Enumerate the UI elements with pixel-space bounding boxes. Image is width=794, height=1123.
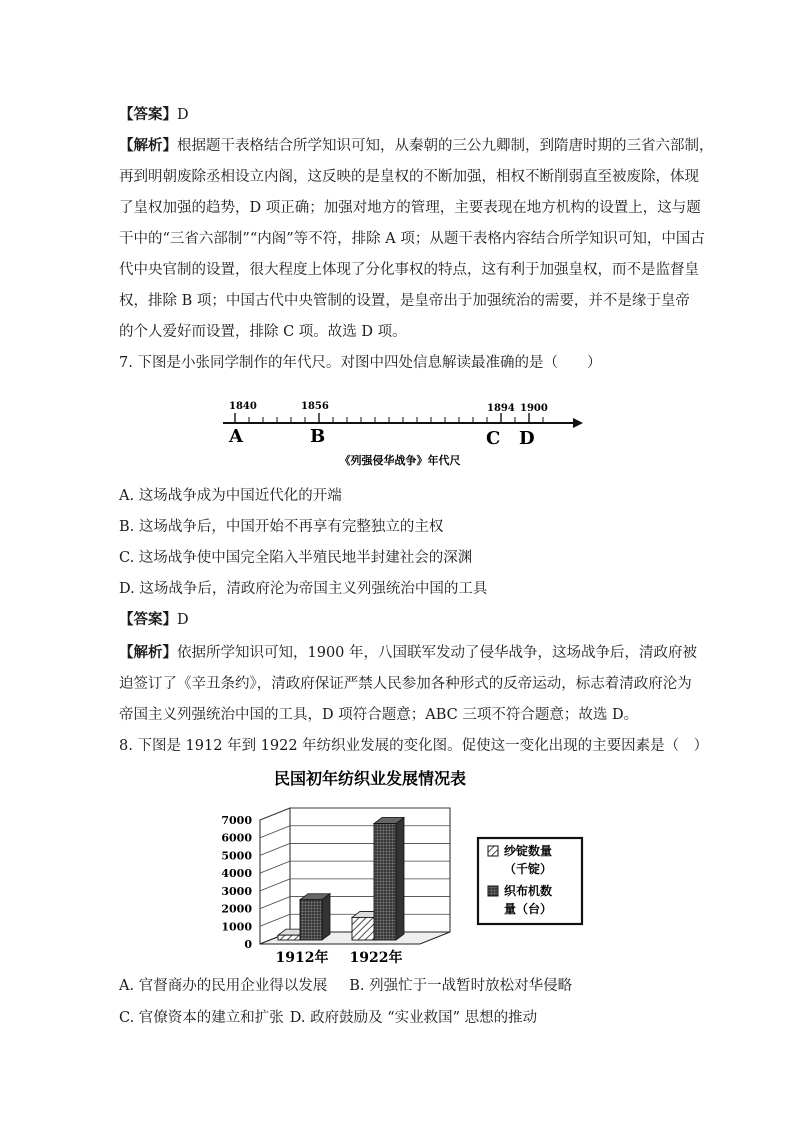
q7-analysis-tag: 【解析】: [119, 644, 177, 661]
chart-bar-front: [300, 900, 322, 940]
chart-bar-front: [352, 917, 374, 940]
timeline-ticks: [235, 413, 543, 423]
chart-ytick-label: 6000: [221, 831, 252, 845]
chart-legend-label: 织布机数: [504, 884, 553, 898]
q8-option-b: B. 列强忙于一战暂时放松对华侵略: [349, 978, 573, 994]
chart-xtick-label: 1912年: [275, 950, 329, 966]
q6-analysis-line: 再到明朝废除丞相设立内阁，这反映的是皇权的不断加强，相权不断削弱直至被废除，体现: [119, 169, 699, 185]
q7-analysis-line: 迫签订了《辛丑条约》，清政府保证严禁人民参加各种形式的反帝运动，标志着清政府沦为: [119, 676, 692, 692]
chart-ytick-label: 1000: [221, 920, 252, 934]
q8-option-c: C. 官僚资本的建立和扩张: [119, 1010, 284, 1026]
q8-options-row-2: [119, 1008, 537, 1028]
q6-analysis-line: 的个人爱好而设置，排除 C 项。故选 D 项。: [119, 324, 407, 340]
q7-option-c: C. 这场战争使中国完全陷入半殖民地半封建社会的深渊: [119, 550, 473, 566]
q7-option-a: A. 这场战争成为中国近代化的开端: [119, 488, 342, 504]
chart-ytick-label: 3000: [221, 884, 252, 898]
q6-analysis-line: 干中的“三省六部制”“内阁”等不符，排除 A 项；从题干表格内容结合所学知识可知，中国古: [119, 231, 705, 247]
q7-answer: [119, 610, 189, 630]
timeline-year-1900: 1900: [520, 403, 548, 414]
chart-yticks: [221, 814, 252, 951]
textile-chart: [210, 762, 590, 970]
timeline-letter-c: C: [486, 428, 501, 449]
q7-stem: 7. 下图是小张同学制作的年代尺。对图中四处信息解读最准确的是（ ）: [119, 355, 602, 371]
q7-analysis-text: 依据所学知识可知，1900 年，八国联军发动了侵华战争，这场战争后，清政府被: [177, 645, 698, 661]
q7-option-b: B. 这场战争后，中国开始不再享有完整独立的主权: [119, 519, 444, 535]
chart-ytick-label: 0: [244, 938, 252, 951]
q6-answer: [119, 105, 189, 125]
timeline-letter-a: A: [229, 426, 243, 447]
chart-bar-side: [396, 818, 404, 940]
chart-ytick-label: 4000: [221, 867, 252, 881]
q8-option-d: D. 政府鼓励及 “实业救国” 思想的推动: [289, 1010, 538, 1026]
chart-legend-swatch: [488, 886, 498, 896]
q8-option-a: A. 官督商办的民用企业得以发展: [119, 978, 328, 994]
q6-answer-tag: 【答案】: [119, 106, 177, 123]
chart-ytick-label: 2000: [221, 902, 252, 916]
q8-options-row-1: [119, 976, 572, 996]
chart-legend-label: （千锭）: [504, 862, 553, 876]
timeline-letter-b: B: [310, 426, 326, 447]
q6-analysis-line: 代中央官制的设置，很大程度上体现了分化事权的特点，这有利于加强皇权，而不是监督皇: [119, 262, 699, 278]
chart-xtick-label: 1922年: [349, 950, 403, 966]
q7-analysis-line: 帝国主义列强统治中国的工具，D 项符合题意；ABC 三项不符合题意；故选 D。: [119, 707, 639, 723]
q6-analysis-line: 了皇权加强的趋势，D 项正确；加强对地方的管理，主要表现在地方机构的设置上，这与题: [119, 200, 701, 216]
q7-answer-value: D: [177, 612, 189, 628]
chart-bar-front: [278, 935, 300, 940]
chart-title: 民国初年纺织业发展情况表: [273, 769, 467, 788]
timeline-year-1856: 1856: [301, 401, 329, 412]
q7-answer-tag: 【答案】: [119, 611, 177, 628]
chart-legend-swatch: [488, 846, 498, 856]
q7-analysis-line: [119, 643, 697, 663]
q6-analysis-line: 权，排除 B 项；中国古代中央管制的设置，是皇帝出于加强统治的需要，并不是缘于皇帝: [119, 293, 690, 309]
q6-analysis-text: 根据题干表格结合所学知识可知，从秦朝的三公九卿制，到隋唐时期的三省六部制，: [177, 138, 714, 154]
chart-bar: [374, 818, 404, 940]
q8-stem: 8. 下图是 1912 年到 1922 年纺织业发展的变化图。促使这一变化出现的主要因素是（ ）: [119, 738, 709, 754]
q6-analysis-line: [119, 136, 714, 156]
q7-option-d: D. 这场战争后，清政府沦为帝国主义列强统治中国的工具: [119, 581, 488, 597]
chart-legend-label: 量（台）: [504, 902, 553, 916]
q6-answer-value: D: [177, 107, 189, 123]
timeline-figure: [215, 393, 585, 473]
chart-bar-front: [374, 824, 396, 940]
chart-bar-side: [322, 894, 330, 940]
chart-bar: [300, 894, 330, 940]
chart-ytick-label: 7000: [221, 814, 252, 827]
chart-side-wall: [260, 808, 290, 944]
chart-xlabels: [276, 949, 403, 966]
timeline-arrow-icon: [573, 418, 583, 428]
timeline-year-1840: 1840: [229, 401, 257, 412]
timeline-year-1894: 1894: [487, 403, 515, 414]
timeline-letter-d: D: [519, 428, 535, 449]
q6-analysis-tag: 【解析】: [119, 137, 177, 154]
timeline-caption: 《列强侵华战争》年代尺: [339, 454, 461, 467]
chart-ytick-label: 5000: [221, 849, 252, 863]
chart-legend: [478, 838, 582, 924]
chart-legend-label: 纱锭数量: [504, 844, 553, 858]
